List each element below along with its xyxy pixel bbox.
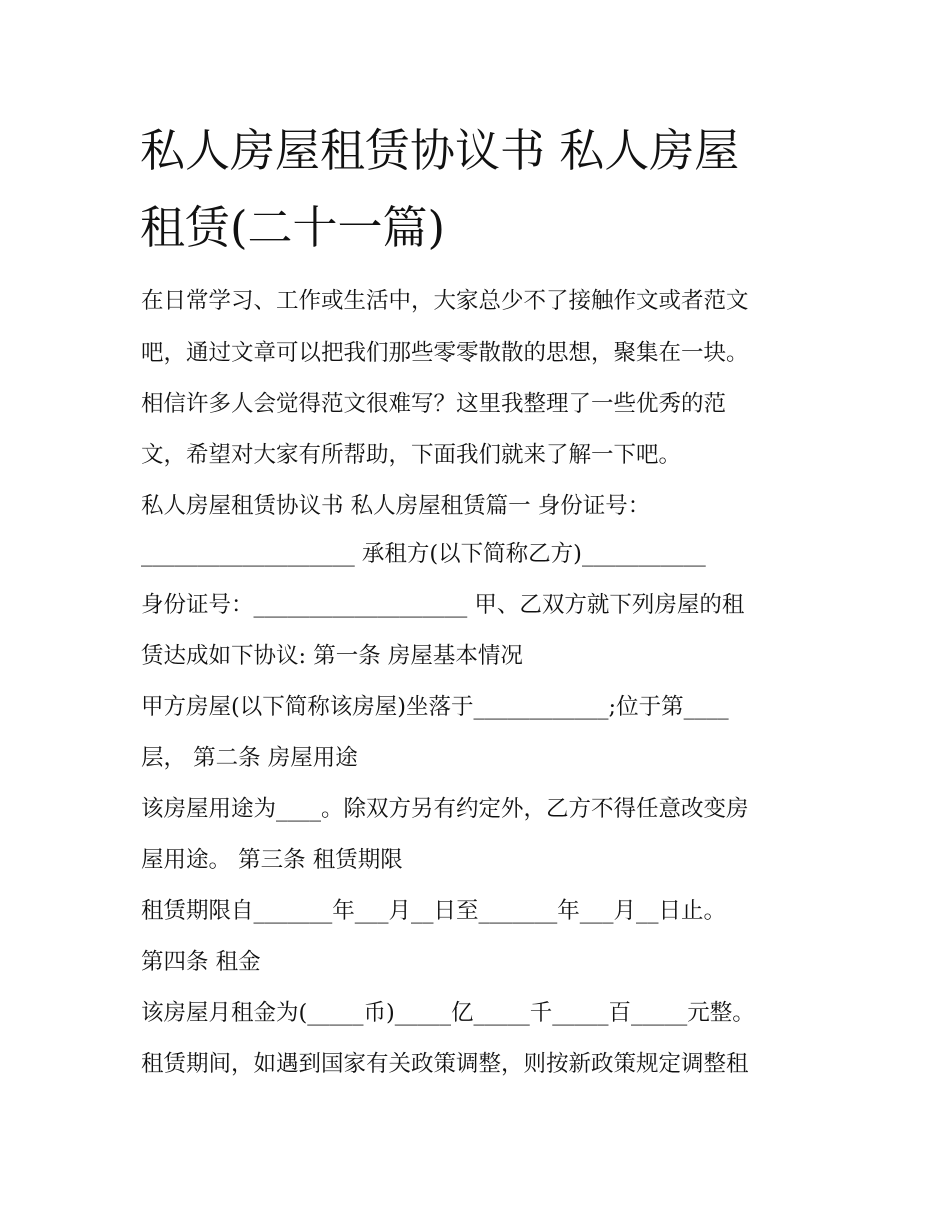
body-line: 私人房屋租赁协议书 私人房屋租赁篇一 身份证号：: [141, 493, 651, 519]
body-line: 第四条 租金: [141, 949, 261, 975]
body-line: 文，希望对大家有所帮助，下面我们就来了解一下吧。: [141, 442, 682, 468]
body-line: 吧，通过文章可以把我们那些零零散散的思想，聚集在一块。: [141, 340, 749, 366]
body-line: 租赁期间，如遇到国家有关政策调整，则按新政策规定调整租: [141, 1051, 749, 1077]
document-title: [140, 112, 820, 266]
body-line: 租赁期限自_______年___月__日至_______年___月__日止。: [141, 898, 727, 924]
body-line: 赁达成如下协议: 第一条 房屋基本情况: [141, 643, 523, 669]
body-line: 身份证号：___________________ 甲、乙双方就下列房屋的租: [141, 592, 745, 618]
body-line: 甲方房屋(以下简称该房屋)坐落于____________;位于第____: [141, 694, 729, 720]
body-line: ___________________ 承租方(以下简称乙方)___________: [141, 541, 706, 567]
body-line: 屋用途。 第三条 租赁期限: [141, 847, 403, 873]
title-line: 私人房屋租赁协议书 私人房屋: [140, 124, 740, 177]
body-line: 层， 第二条 房屋用途: [141, 745, 358, 771]
body-line: 在日常学习、工作或生活中，大家总少不了接触作文或者范文: [141, 288, 749, 314]
body-line: 该房屋月租金为(_____币)_____亿_____千_____百_____元整。: [141, 1000, 755, 1026]
body-line: 相信许多人会觉得范文很难写？这里我整理了一些优秀的范: [141, 391, 727, 417]
body-line: 该房屋用途为____。除双方另有约定外，乙方不得任意改变房: [141, 796, 749, 822]
title-line: 租赁(二十一篇): [140, 201, 446, 254]
